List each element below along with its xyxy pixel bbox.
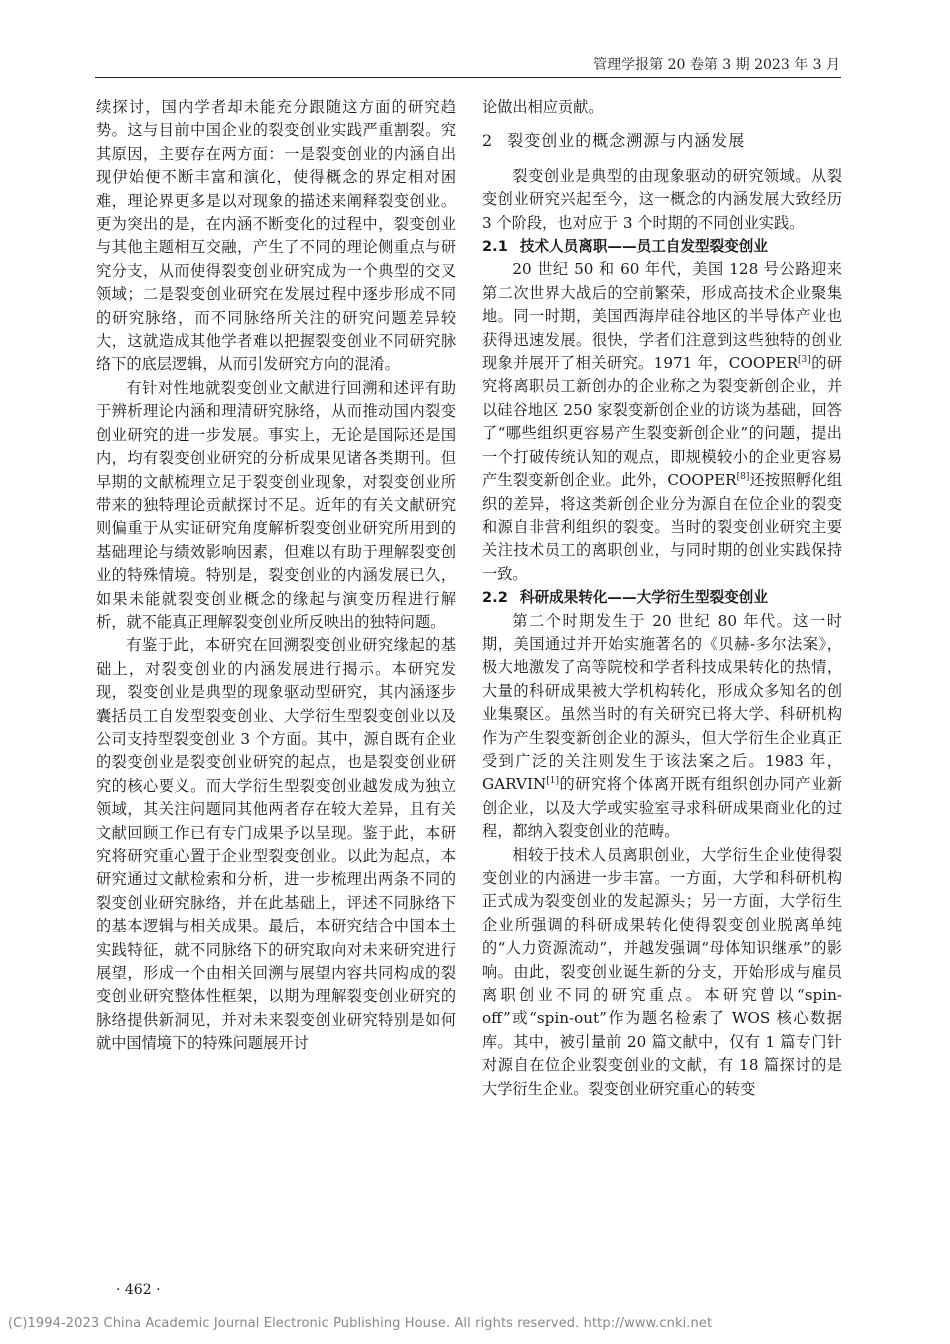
section-title: 裂变创业的概念溯源与内涵发展 [507, 131, 746, 151]
subsection-number: 2.2 [482, 589, 508, 607]
subsection-title: 科研成果转化——大学衍生型裂变创业 [519, 589, 768, 607]
subsection-heading [482, 235, 842, 258]
subsection-title: 技术人员离职——员工自发型裂变创业 [519, 238, 768, 256]
paragraph [482, 258, 842, 586]
text-run: 第二个时期发生于 20 世纪 80 年代。这一时期，美国通过并开始实施著名的《贝赫-多尔法案》，极大地激发了高等院校和学者科技成果转化的热情，大量的科研成果被大学机构转化，形成众多知名的创业集聚区。虽然当时的有关研究已将大学、科研机构作为产生裂变新创企业的源头，但大学衍生企业真正受到广泛的关注则发生于该法案之后。1983 年，GARVIN [482, 611, 842, 794]
header-rule [95, 77, 841, 78]
citation-ref: [8] [736, 472, 750, 483]
text-run: 20 世纪 50 和 60 年代，美国 128 号公路迎来第二次世界大战后的空前繁荣，形成高技术企业聚集地。同一时期，美国西海岸硅谷地区的半导体产业也获得迅速发展。很快，学者们注意到这些独特的创业现象并展开了相关研究。1971 年，COOPER [482, 260, 842, 373]
citation-ref: [3] [798, 355, 811, 365]
paragraph [482, 610, 842, 844]
paragraph: 有针对性地就裂变创业文献进行回溯和述评有助于辨析理论内涵和理清研究脉络，从而推动国内裂变创业研究的进一步发展。事实上，无论是国际还是国内，均有裂变创业研究的分析成果见诸各类期刊。但早期的文献梳理立足于裂变创业现象，对裂变创业所带来的独特理论贡献探讨不足。近年的有关文献研究则偏重于从实证研究角度解析裂变创业研究所用到的基础理论与绩效影响因素，但难以有助于理解裂变创业的特殊情境。特别是，裂变创业的内涵发展已久，如果未能就裂变创业概念的缘起与演变历程进行解析，就不能真正理解裂变创业所反映出的独特问题。 [96, 378, 456, 631]
citation-ref: [1] [546, 776, 559, 787]
subsection-heading [482, 586, 842, 609]
paragraph: 相较于技术人员离职创业，大学衍生企业使得裂变创业的内涵进一步丰富。一方面，大学和科研机构正式成为裂变创业的发起源头；另一方面，大学衍生企业所强调的科研成果转化使得裂变创业脱离单纯的“人力资源流动”，并越发强调“母体知识继承”的影响。由此，裂变创业诞生新的分支，开始形成与雇员离职创业不同的研究重点。本研究曾以“spin-off”或“spin-out”作为题名检索了 WOS 核心数据库。其中，被引量前 20 篇文献中，仅有 1 篇专门针对源自在位企业裂变创业的文献，有 18 篇探讨的是大学衍生企业。裂变创业研究重心的转变 [482, 845, 842, 1098]
paragraph: 续探讨，国内学者却未能充分跟随这方面的研究趋势。这与目前中国企业的裂变创业实践严重割裂。究其原因，主要存在两方面：一是裂变创业的内涵自出现伊始便不断丰富和演化，使得概念的界定相对困难，理论界更多是以对现象的描述来阐释裂变创业。更为突出的是，在内涵不断变化的过程中，裂变创业与其他主题相互交融，产生了不同的理论侧重点与研究分支，从而使得裂变创业研究成为一个典型的交叉领域；二是裂变创业研究在发展过程中逐步形成不同的研究脉络，而不同脉络所关注的研究问题差异较大，这就造成其他学者难以把握裂变创业不同研究脉络下的底层逻辑，从而引发研究方向的混淆。 [96, 98, 456, 374]
text-run: 的研究将个体离开既有组织创办同产业新创企业，以及大学或实验室寻求科研成果商业化的过程，都纳入裂变创业的范畴。 [482, 775, 842, 841]
journal-header: 管理学报第 20 卷第 3 期 2023 年 3 月 [593, 57, 840, 73]
copyright-footer: (C)1994-2023 China Academic Journal Electronic Publishing House. All rights reserved. http://www.cnki.net [8, 1316, 713, 1331]
left-column [96, 96, 456, 1056]
subsection-number: 2.1 [482, 238, 508, 256]
paragraph: 裂变创业是典型的由现象驱动的研究领域。从裂变创业研究兴起至今，这一概念的内涵发展大致经历 3 个阶段，也对应于 3 个时期的不同创业实践。 [482, 166, 842, 232]
text-run: 的研究将离职员工新创办的企业称之为裂变新创企业，并以硅谷地区 250 家裂变新创企业的访谈为基础，回答了“哪些组织更容易产生裂变新创企业”的问题，提出一个打破传统认知的观点，即规模较小的企业更容易产生裂变新创企业。此外，COOPER [482, 354, 842, 490]
paragraph: 论做出相应贡献。 [482, 98, 604, 116]
text-run: 还按照孵化组织的差异，将这类新创企业分为源自在位企业的裂变和源自非营利组织的裂变。当时的裂变创业研究主要关注技术员工的离职创业，与同时期的创业实践保持一致。 [482, 471, 843, 583]
section-heading [482, 129, 842, 152]
section-number: 2 [482, 131, 494, 151]
paragraph: 有鉴于此，本研究在回溯裂变创业研究缘起的基础上，对裂变创业的内涵发展进行揭示。本研究发现，裂变创业是典型的现象驱动型研究，其内涵逐步囊括员工自发型裂变创业、大学衍生型裂变创业以及公司支持型裂变创业 3 个方面。其中，源自既有企业的裂变创业是裂变创业研究的起点，也是裂变创业研究的核心要义。而大学衍生型裂变创业越发成为独立领域，其关注问题同其他两者存在较大差异，且有关文献回顾工作已有专门成果予以呈现。鉴于此，本研究将研究重心置于企业型裂变创业。以此为起点，本研究通过文献检索和分析，进一步梳理出两条不同的裂变创业研究脉络，并在此基础上，评述不同脉络下的基本逻辑与相关成果。最后，本研究结合中国本土实践特征，就不同脉络下的研究取向对未来研究进行展望，形成一个由相关回溯与展望内容共同构成的裂变创业研究整体性框架，以期为理解裂变创业研究的脉络提供新洞见，并对未来裂变创业研究特别是如何就中国情境下的特殊问题展开讨 [96, 636, 456, 1053]
page-number: · 462 · [116, 1282, 161, 1298]
right-column [482, 96, 842, 1101]
